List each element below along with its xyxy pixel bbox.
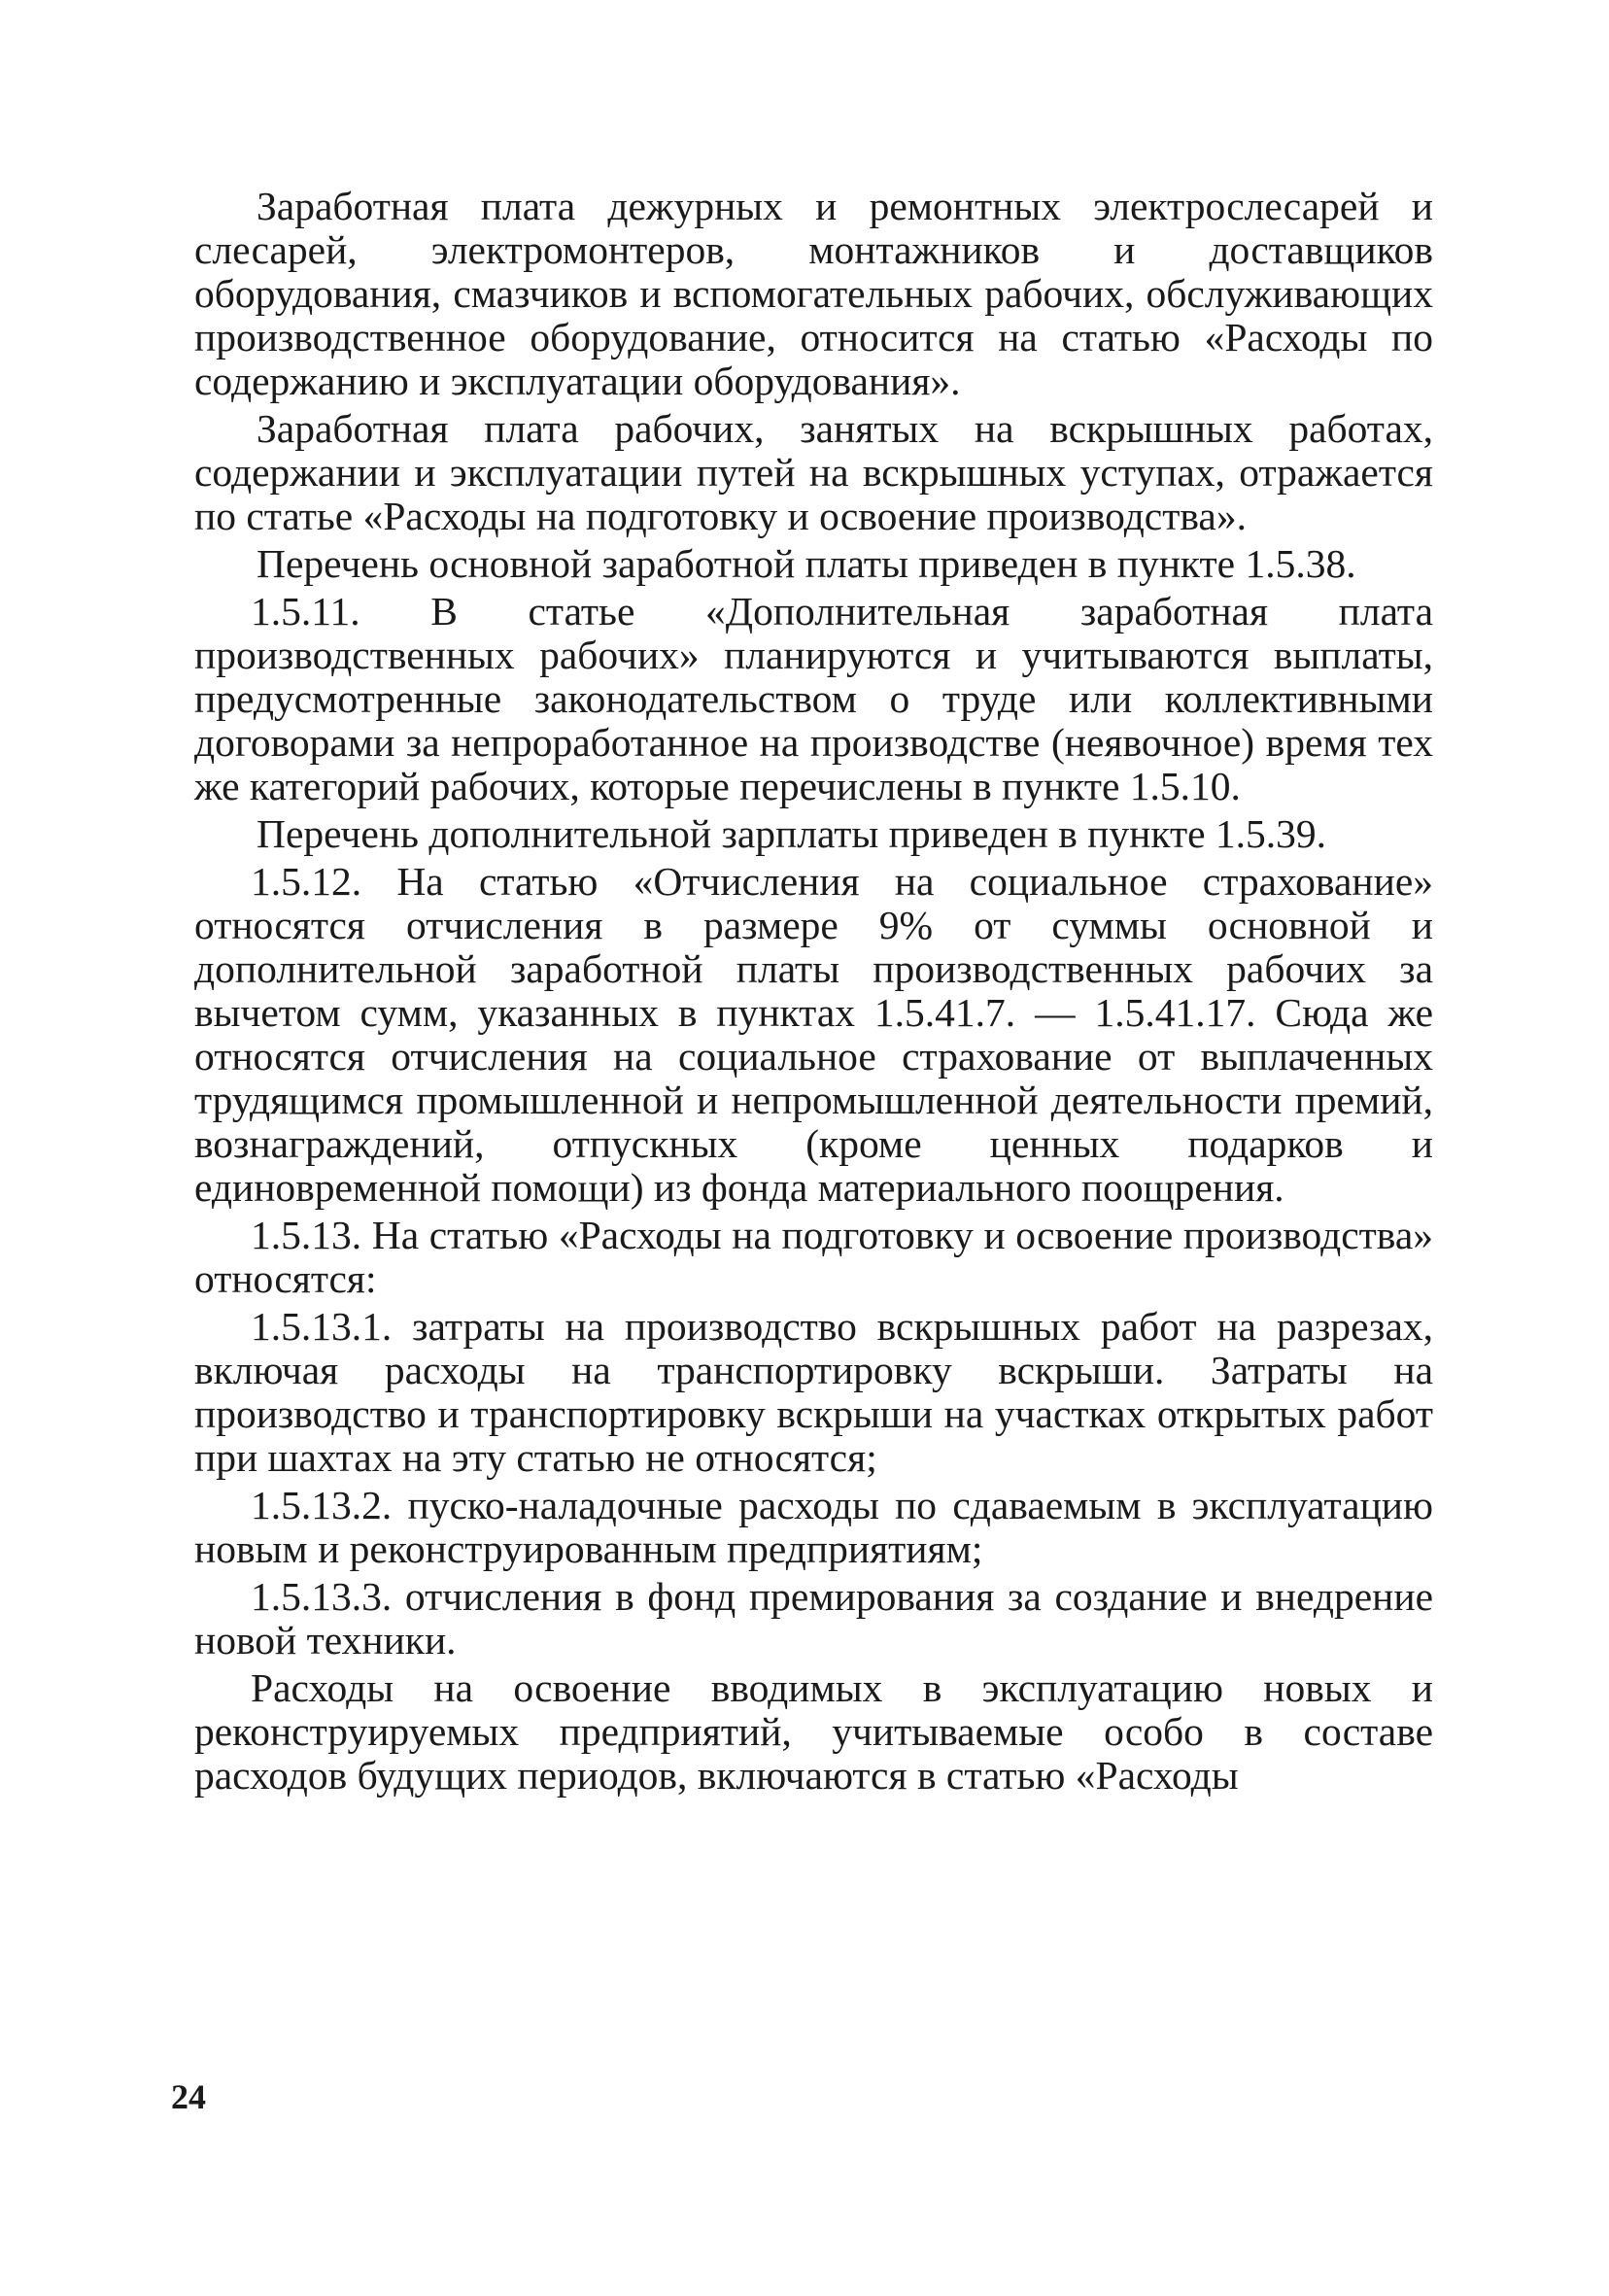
paragraph-1-5-13: 1.5.13. На статью «Расходы на подготовку и освоение производства» относятся: bbox=[194, 1213, 1433, 1301]
paragraph-stripping-workers-wages: Заработная плата рабочих, занятых на вскрышных работах, содержании и эксплуатации путей на вскрышных уступах, отражается по статье «Расходы на подготовку и освоение производства». bbox=[194, 406, 1433, 538]
paragraph-1-5-13-2: 1.5.13.2. пуско-наладочные расходы по сдаваемым в эксплуатацию новым и реконструированным предприятиям; bbox=[194, 1483, 1433, 1571]
page-number: 24 bbox=[171, 2077, 206, 2116]
document-body bbox=[194, 185, 1433, 1801]
paragraph-additional-wage-list-ref: Перечень дополнительной зарплаты приведен в пункте 1.5.39. bbox=[257, 811, 1327, 856]
paragraph-1-5-13-3: 1.5.13.3. отчисления в фонд премирования за создание и внедрение новой техники. bbox=[194, 1574, 1433, 1662]
paragraph-new-enterprise-costs: Расходы на освоение вводимых в эксплуатацию новых и реконструируемых предприятий, учитываемые особо в составе расходов будущих периодов, включаются в статью «Расходы bbox=[194, 1665, 1433, 1798]
paragraph-1-5-12: 1.5.12. На статью «Отчисления на социальное страхование» относятся отчисления в размере 9% от суммы основной и дополнительной заработной платы производственных рабочих за вычетом сумм, указанных в пунктах 1.5.41.7. — 1.5.41.17. Сюда же относятся отчисления на социальное страхование от выплаченных трудящимся промышленной и непромышленной деятельности премий, вознаграждений, отпускных (кроме ценных подарков и единовременной помощи) из фонда материального поощрения. bbox=[194, 859, 1433, 1210]
paragraph-1-5-11: 1.5.11. В статье «Дополнительная заработная плата производственных рабочих» планируются и учитываются выплаты, предусмотренные законодательством о труде или коллективными договорами за непроработанное на производстве (неявочное) время тех же категорий рабочих, которые перечислены в пункте 1.5.10. bbox=[194, 589, 1433, 808]
paragraph-basic-wage-list-ref: Перечень основной заработной платы приведен в пункте 1.5.38. bbox=[257, 541, 1356, 586]
paragraph-repair-staff-wages: Заработная плата дежурных и ремонтных электрослесарей и слесарей, электромонтеров, монтажников и доставщиков оборудования, смазчиков и вспомогательных рабочих, обслуживающих производственное оборудование, относится на статью «Расходы по содержанию и эксплуатации оборудования». bbox=[194, 184, 1433, 403]
paragraph-1-5-13-1: 1.5.13.1. затраты на производство вскрышных работ на разрезах, включая расходы на транспортировку вскрыши. Затраты на производство и транспортировку вскрыши на участках открытых работ при шахтах на эту статью не относятся; bbox=[194, 1304, 1433, 1480]
